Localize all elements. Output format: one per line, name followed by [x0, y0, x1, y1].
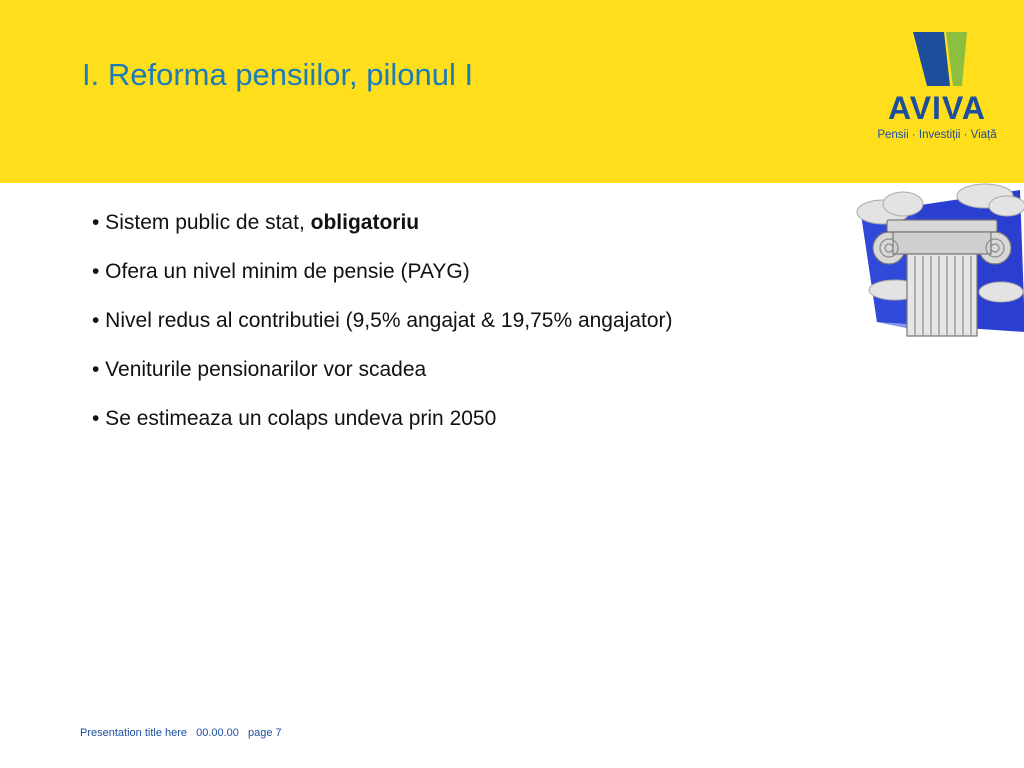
footer-date: 00.00.00 [196, 727, 239, 739]
logo-tagline: Pensii · Investiții · Viață [877, 129, 997, 141]
bullet-item: • Ofera un nivel minim de pensie (PAYG) [92, 260, 470, 283]
bullet-item: • Veniturile pensionarilor vor scadea [92, 358, 427, 381]
logo-wordmark: AVIVA [887, 90, 987, 126]
bullet-list [92, 205, 673, 450]
aviva-logo [870, 30, 1004, 148]
footer-page-number: page 7 [247, 727, 282, 739]
slide-title: I. Reforma pensiilor, pilonul I [82, 57, 474, 92]
ionic-column-with-clouds-icon [855, 182, 1024, 338]
bullet-emphasis: obligatoriu [310, 211, 420, 234]
slide-footer [80, 727, 288, 739]
footer-presentation-title: Presentation title here [80, 727, 188, 739]
bullet-item: • Sistem public de stat, obligatoriu [92, 211, 420, 234]
bullet-item: • Se estimeaza un colaps undeva prin 2050 [92, 407, 497, 430]
aviva-mark-icon [910, 30, 968, 90]
bullet-item: • Nivel redus al contributiei (9,5% angajat & 19,75% angajator) [92, 309, 673, 332]
